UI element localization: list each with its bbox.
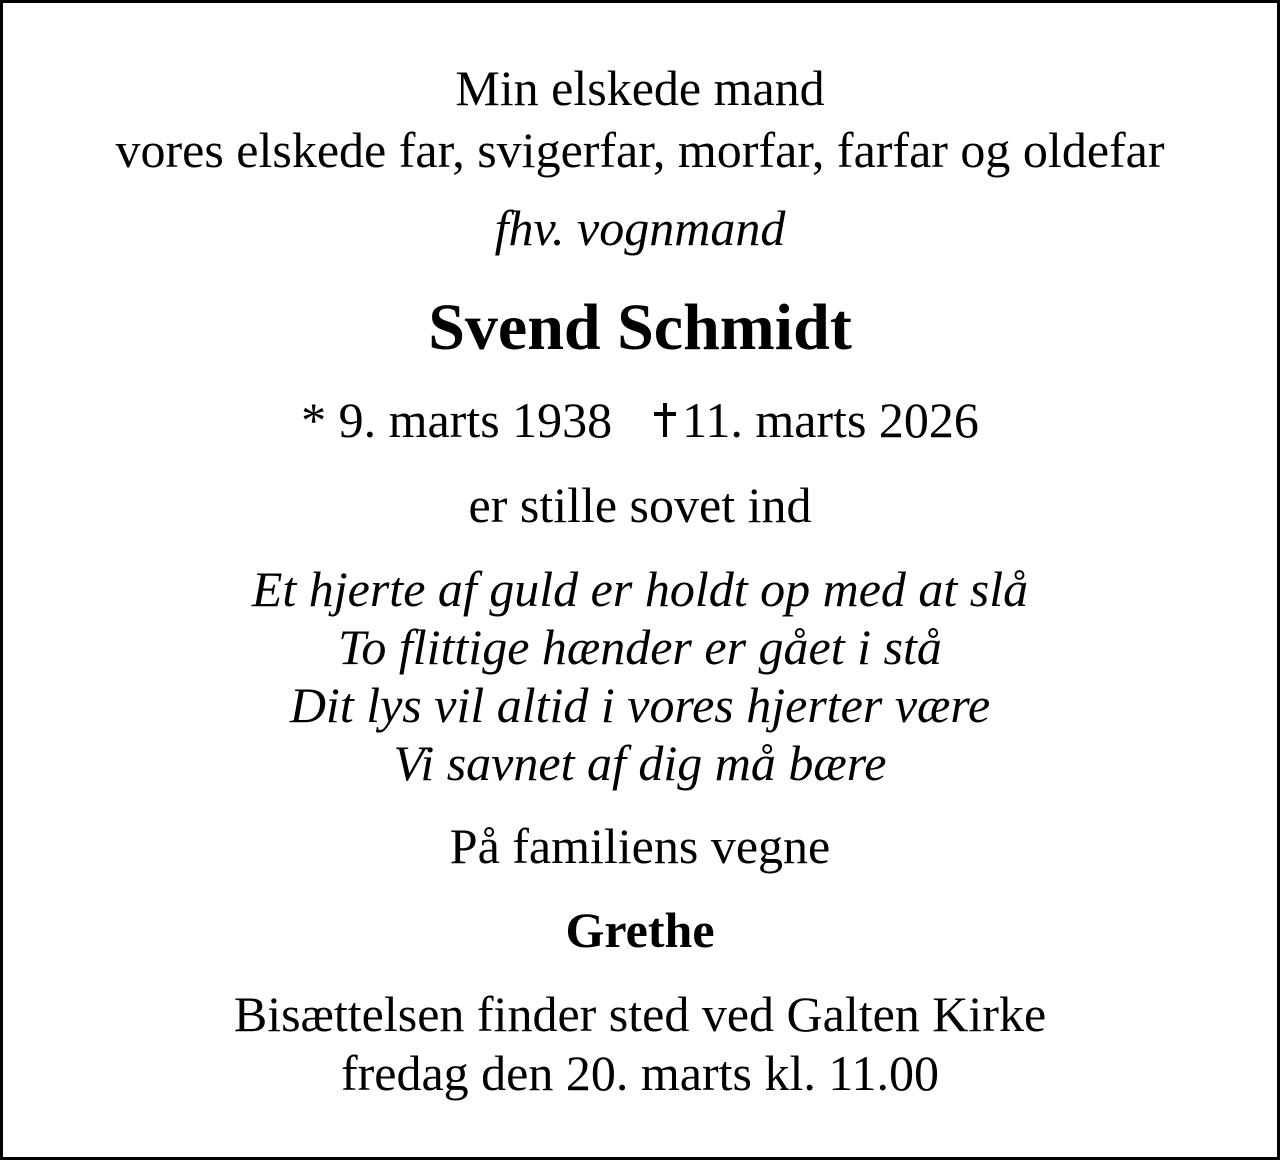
funeral-line-1: Bisættelsen finder sted ved Galten Kirke xyxy=(233,986,1047,1042)
poem-line-2: To flittige hænder er gået i stå xyxy=(338,619,942,675)
birth-date: 9. marts 1938 xyxy=(338,392,613,448)
on-behalf-text: På familiens vegne xyxy=(449,818,831,874)
intro-line-2: vores elskede far, svigerfar, morfar, farfar og oldefar xyxy=(115,122,1165,178)
dates-line xyxy=(3,392,1277,448)
poem-line-1: Et hjerte af guld er holdt op med at slå xyxy=(251,561,1029,617)
funeral-line-2: fredag den 20. marts kl. 11.00 xyxy=(341,1045,939,1101)
born-marker: * xyxy=(301,392,327,448)
cross-icon xyxy=(654,403,676,437)
passed-away-text: er stille sovet ind xyxy=(468,477,812,533)
intro-line-1: Min elskede mand xyxy=(455,60,825,116)
death-date: 11. marts 2026 xyxy=(682,392,979,448)
signature: Grethe xyxy=(565,902,715,958)
poem-line-4: Vi savnet af dig må bære xyxy=(393,735,887,791)
occupation-title: fhv. vognmand xyxy=(494,200,786,256)
poem-line-3: Dit lys vil altid i vores hjerter være xyxy=(289,677,991,733)
deceased-name: Svend Schmidt xyxy=(428,291,852,364)
